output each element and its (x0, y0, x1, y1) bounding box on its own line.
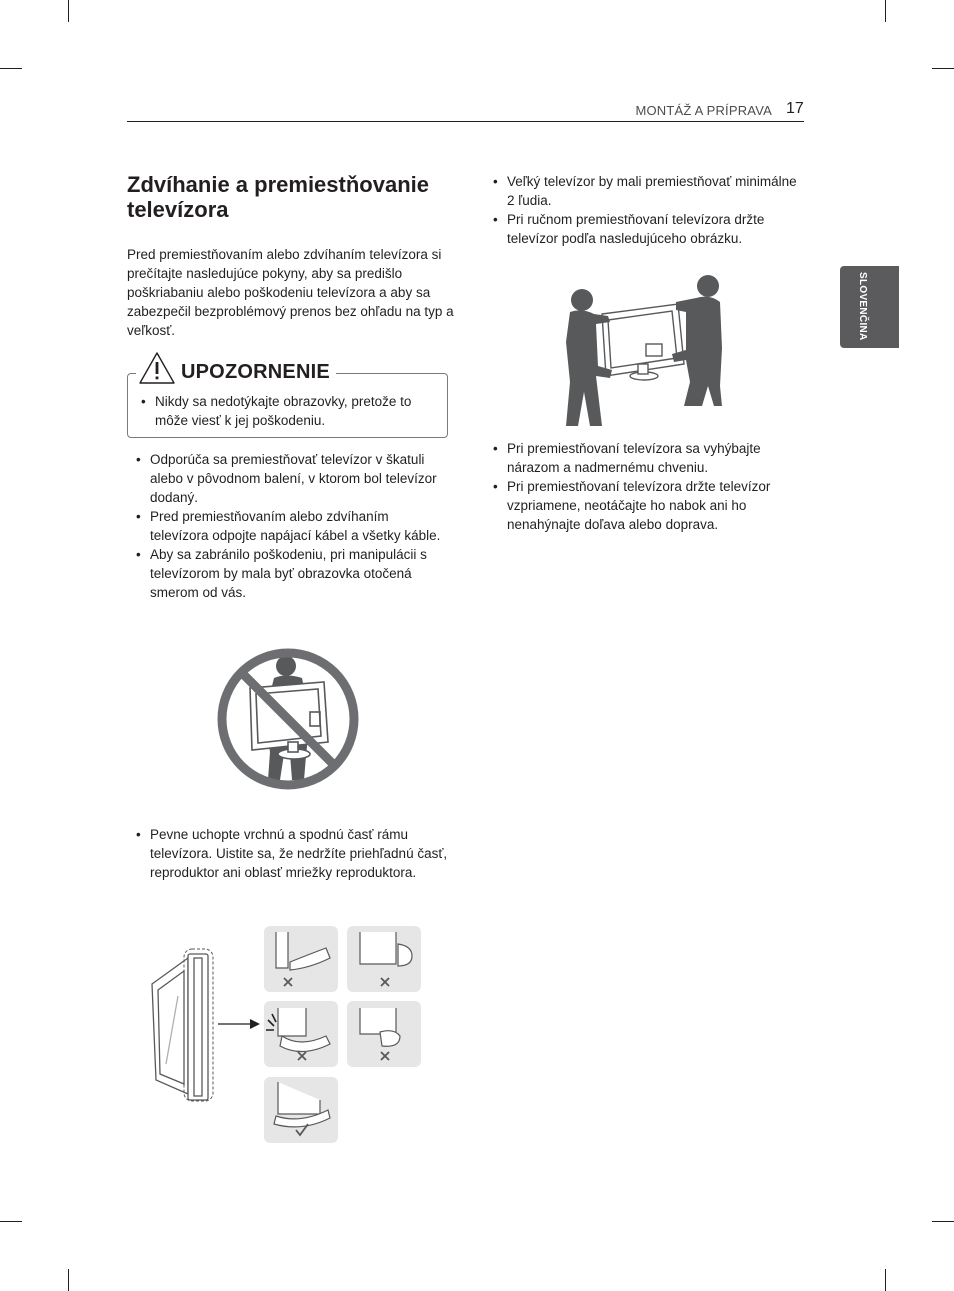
list-item: • Pri premiestňovaní televízora držte televízor vzpriamene, neotáčajte ho nabok ani ho nenahýnajte doľava alebo doprava. (493, 477, 803, 534)
caution-list (141, 392, 441, 430)
tv-side-view (152, 954, 208, 1100)
crop-mark (932, 68, 954, 69)
crop-mark (0, 1221, 22, 1222)
language-tab (840, 266, 899, 348)
list-item: • Pevne uchopte vrchnú a spodnú časť rámu televízora. Uistite sa, že nedržíte priehľadnú časť, reproduktor ani oblasť mriežky reproduktora. (136, 825, 448, 882)
crop-mark (68, 1269, 69, 1291)
warning-triangle-icon (138, 351, 176, 385)
two-person-carry-illustration (562, 270, 728, 428)
section-title: Zdvíhanie a premiestňovanie televízora (127, 172, 429, 222)
caution-item: • Nikdy sa nedotýkajte obrazovky, pretože to môže viesť k jej poškodeniu. (141, 392, 441, 430)
crop-mark (885, 0, 886, 22)
crop-mark (885, 1269, 886, 1291)
list-item: • Pri premiestňovaní televízora sa vyhýbajte nárazom a nadmernému chveniu. (493, 439, 803, 477)
list-item: • Odporúča sa premiestňovať televízor v škatuli alebo v pôvodnom balení, v ktorom bol televízor dodaný. (136, 450, 448, 507)
page-number: 17 (786, 100, 804, 117)
moving-guidelines-list (136, 450, 448, 602)
grip-panel-wrong-2 (347, 926, 421, 992)
grip-panel-correct (264, 1077, 338, 1143)
grip-panel-wrong-3 (264, 1001, 338, 1067)
grip-panel-wrong-4 (347, 1001, 421, 1067)
crop-mark (932, 1221, 954, 1222)
tv-outline (602, 304, 684, 380)
prohibited-carry-illustration (214, 646, 362, 792)
caution-title: UPOZORNENIE (181, 360, 330, 383)
crop-mark (68, 0, 69, 22)
language-tab-label: SLOVENČINA (857, 272, 868, 341)
list-item: • Pri ručnom premiestňovaní televízora držte televízor podľa nasledujúceho obrázku. (493, 210, 803, 248)
transport-guidelines-list (493, 439, 803, 534)
grip-panel-wrong-1 (264, 926, 338, 992)
two-person-guidelines-list (493, 172, 803, 248)
list-item: • Pred premiestňovaním alebo zdvíhaním televízora odpojte napájací kábel a všetky káble. (136, 507, 448, 545)
arrow-icon (218, 1019, 260, 1029)
list-item: • Veľký televízor by mali premiestňovať minimálne 2 ľudia. (493, 172, 803, 210)
intro-paragraph: Pred premiestňovaním alebo zdvíhaním televízora si prečítajte nasledujúce pokyny, aby sa predišlo poškriabaniu alebo poškodeniu televízora a aby sa zabezpečil bezproblémový prenos bez ohľadu na typ a veľkosť. (127, 247, 454, 338)
grip-guidelines-list (136, 825, 448, 882)
caution-heading (136, 350, 336, 386)
header-divider (127, 121, 804, 122)
running-header-section: MONTÁŽ A PRÍPRAVA (635, 103, 772, 118)
grip-frame-illustration (150, 924, 425, 1146)
crop-mark (0, 68, 22, 69)
list-item: • Aby sa zabránilo poškodeniu, pri manipulácii s televízorom by mala byť obrazovka otočená smerom od vás. (136, 545, 448, 602)
